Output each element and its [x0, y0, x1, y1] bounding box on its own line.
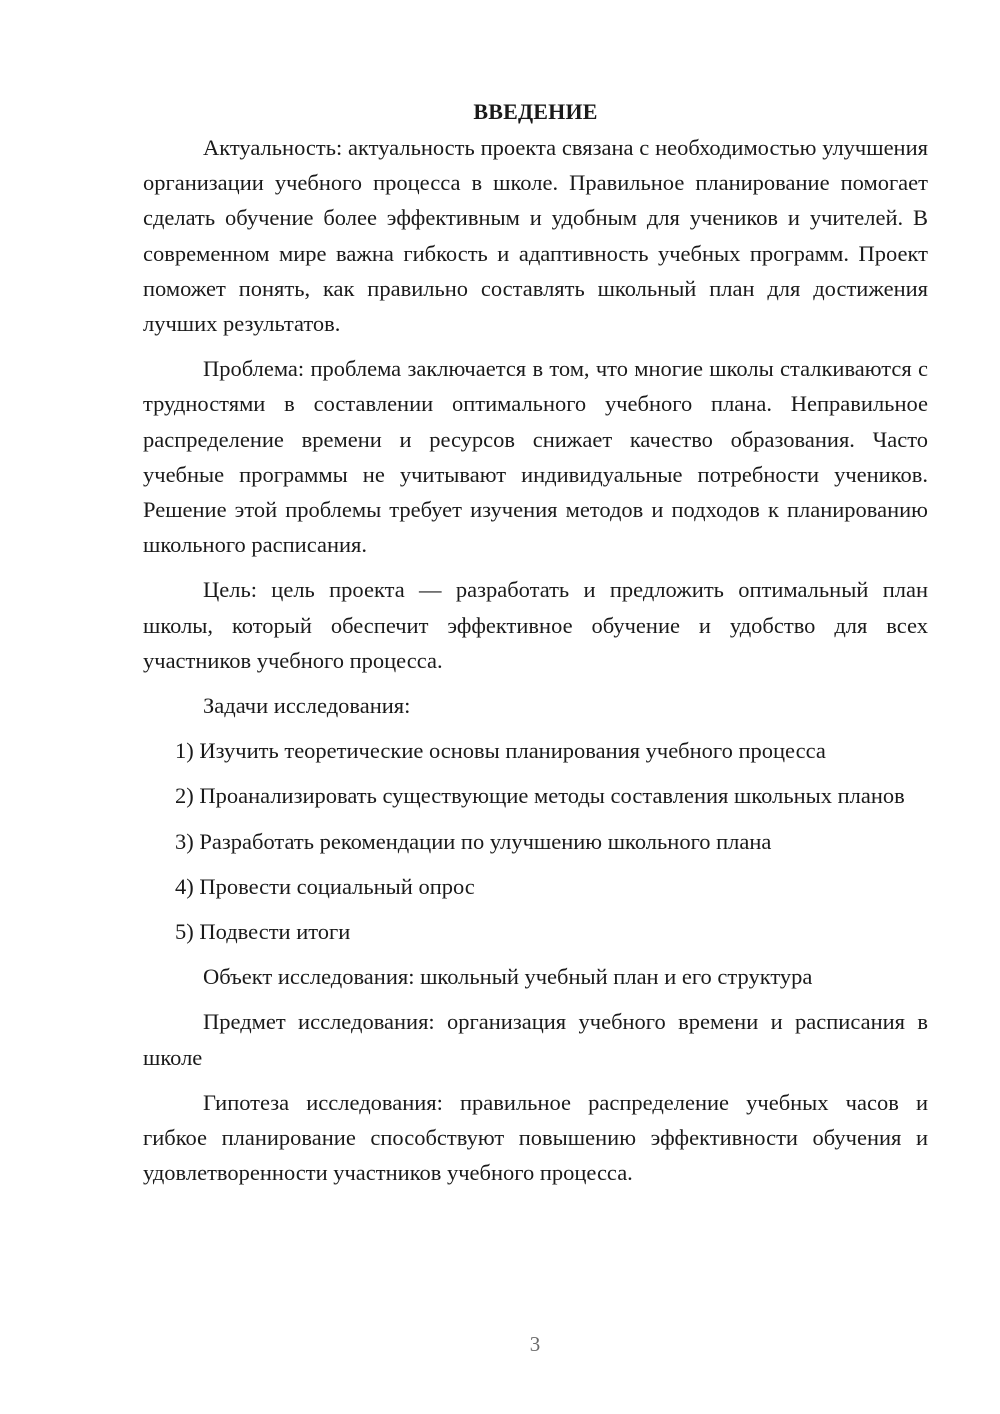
- task-item-5: 5) Подвести итоги: [175, 919, 351, 945]
- paragraph-problem: Проблема: проблема заключается в том, что многие школы сталкиваются с трудностями в составлении оптимального учебного плана. Неправильное распределение времени и ресурсов снижает качество образования. Часто учебные программы не учитывают индивидуальные потребности учеников. Решение этой проблемы требует изучения методов и подходов к планированию школьного расписания.: [143, 356, 928, 558]
- tasks-list: [143, 733, 928, 949]
- document-page: [143, 94, 928, 1200]
- paragraph-subject: Предмет исследования: организация учебного времени и расписания в школе: [143, 1009, 928, 1070]
- task-item-1: 1) Изучить теоретические основы планирования учебного процесса: [175, 738, 826, 764]
- task-item-4: 4) Провести социальный опрос: [175, 873, 475, 899]
- section-title: ВВЕДЕНИЕ: [473, 99, 598, 124]
- tasks-heading: Задачи исследования:: [203, 693, 411, 719]
- page-number: 3: [529, 1332, 541, 1356]
- paragraph-goal: Цель: цель проекта — разработать и предложить оптимальный план школы, который обеспечит эффективное обучение и удобство для всех участников учебного процесса.: [143, 577, 928, 673]
- paragraph-object: Объект исследования: школьный учебный план и его структура: [203, 964, 813, 990]
- paragraph-relevance: Актуальность: актуальность проекта связана с необходимостью улучшения организации учебного процесса в школе. Правильное планирование помогает сделать обучение более эффективным и удобным для учеников и учителей. В современном мире важна гибкость и адаптивность учебных программ. Проект поможет понять, как правильно составлять школьный план для достижения лучших результатов.: [143, 135, 928, 337]
- task-item-2: 2) Проанализировать существующие методы составления школьных планов: [175, 783, 905, 809]
- paragraph-hypothesis: Гипотеза исследования: правильное распределение учебных часов и гибкое планирование способствуют повышению эффективности обучения и удовлетворенности участников учебного процесса.: [143, 1089, 928, 1186]
- task-item-3: 3) Разработать рекомендации по улучшению школьного плана: [175, 828, 772, 854]
